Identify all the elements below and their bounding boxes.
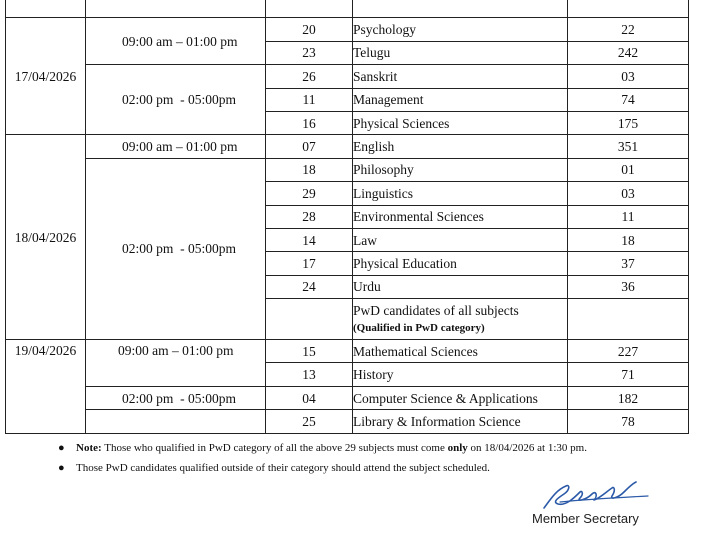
date-cell: [6, 340, 86, 434]
subject-name-cell: Urdu: [353, 275, 568, 298]
subject-name-cell: Physical Sciences: [353, 111, 568, 134]
pwd-subject-label: PwD candidates of all subjects: [353, 302, 519, 318]
table-row: [6, 340, 689, 363]
candidate-count-cell: 78: [568, 410, 689, 433]
subject-code-cell: 24: [266, 275, 353, 298]
subject-code-cell: 26: [266, 65, 353, 88]
subject-code-cell: 16: [266, 111, 353, 134]
session-time: 02:00 pm - 05:00pm: [122, 241, 236, 257]
subject-name-cell: [353, 299, 568, 340]
note-emphasis: only: [447, 442, 468, 454]
subject-name-cell: Linguistics: [353, 182, 568, 205]
date-cell: [6, 0, 86, 18]
subject-code-cell: 25: [266, 410, 353, 433]
session-cell: [86, 18, 266, 65]
note-text: Those who qualified in PwD category of all the above 29 subjects must come: [104, 442, 445, 454]
table-row: [6, 18, 689, 41]
notes-list: [58, 438, 587, 478]
subject-code-cell: 28: [266, 205, 353, 228]
subject-name-cell: [353, 0, 568, 18]
table-row: [6, 0, 689, 18]
candidate-count-cell: 22: [568, 18, 689, 41]
bullet-icon: ●: [58, 442, 65, 454]
subject-name-cell: Psychology: [353, 18, 568, 41]
session-time: 09:00 am – 01:00 pm: [122, 139, 238, 155]
table-row: [6, 158, 689, 181]
note-text-end: on 18/04/2026 at 1:30 pm.: [470, 442, 587, 454]
subject-code-cell: 07: [266, 135, 353, 158]
subject-name-cell: History: [353, 363, 568, 386]
candidate-count-cell: 11: [568, 205, 689, 228]
session-cell: [86, 410, 266, 433]
note-text: Those PwD candidates qualified outside of their category should attend the subject scheduled.: [76, 462, 490, 474]
subject-name-cell: Law: [353, 228, 568, 251]
subject-name-cell: Physical Education: [353, 252, 568, 275]
candidate-count-cell: 182: [568, 386, 689, 409]
session-cell: [86, 0, 266, 18]
candidate-count-cell: 03: [568, 182, 689, 205]
date-text: 19/04/2026: [14, 343, 77, 359]
candidate-count-cell: 36: [568, 275, 689, 298]
session-cell: [86, 65, 266, 135]
subject-code-cell: 20: [266, 18, 353, 41]
session-cell: [86, 340, 266, 387]
session-time: 02:00 pm - 05:00pm: [122, 390, 236, 406]
candidate-count-cell: [568, 0, 689, 18]
session-cell: [86, 135, 266, 158]
candidate-count-cell: 242: [568, 41, 689, 64]
note-item: [58, 438, 587, 458]
session-time: 02:00 pm - 05:00pm: [122, 92, 236, 108]
exam-schedule-table: [5, 0, 689, 434]
candidate-count-cell: 74: [568, 88, 689, 111]
candidate-count-cell: [568, 299, 689, 340]
subject-name-cell: Computer Science & Applications: [353, 386, 568, 409]
subject-code-cell: 11: [266, 88, 353, 111]
subject-name-cell: Philosophy: [353, 158, 568, 181]
candidate-count-cell: 18: [568, 228, 689, 251]
note-item: [58, 458, 587, 478]
signatory-title: Member Secretary: [532, 511, 639, 526]
subject-name-cell: Environmental Sciences: [353, 205, 568, 228]
date-cell: 17/04/2026: [6, 18, 86, 135]
candidate-count-cell: 175: [568, 111, 689, 134]
candidate-count-cell: 03: [568, 65, 689, 88]
subject-name-cell: Sanskrit: [353, 65, 568, 88]
subject-name-cell: English: [353, 135, 568, 158]
candidate-count-cell: 01: [568, 158, 689, 181]
candidate-count-cell: 227: [568, 340, 689, 363]
subject-code-cell: 15: [266, 340, 353, 363]
signature-icon: [540, 478, 660, 512]
subject-code-cell: 14: [266, 228, 353, 251]
subject-code-cell: [266, 299, 353, 340]
bullet-icon: ●: [58, 462, 65, 474]
subject-name-cell: Management: [353, 88, 568, 111]
subject-code-cell: 04: [266, 386, 353, 409]
subject-name-cell: Telugu: [353, 41, 568, 64]
candidate-count-cell: 71: [568, 363, 689, 386]
subject-code-cell: 13: [266, 363, 353, 386]
candidate-count-cell: 37: [568, 252, 689, 275]
subject-code-cell: 29: [266, 182, 353, 205]
subject-code-cell: 18: [266, 158, 353, 181]
subject-code-cell: 17: [266, 252, 353, 275]
table-row: [6, 410, 689, 433]
pwd-qualified-note: (Qualified in PwD category): [353, 321, 485, 334]
session-cell: [86, 158, 266, 339]
table-row: [6, 386, 689, 409]
note-label: Note:: [76, 442, 102, 454]
session-cell: [86, 386, 266, 409]
date-cell: 18/04/2026: [6, 135, 86, 340]
subject-code-cell: [266, 0, 353, 18]
session-time: 09:00 am – 01:00 pm: [122, 33, 238, 49]
subject-code-cell: 23: [266, 41, 353, 64]
table-row: [6, 135, 689, 158]
subject-name-cell: Library & Information Science: [353, 410, 568, 433]
candidate-count-cell: 351: [568, 135, 689, 158]
table-row: [6, 65, 689, 88]
session-time: 09:00 am – 01:00 pm: [118, 343, 234, 359]
subject-name-cell: Mathematical Sciences: [353, 340, 568, 363]
